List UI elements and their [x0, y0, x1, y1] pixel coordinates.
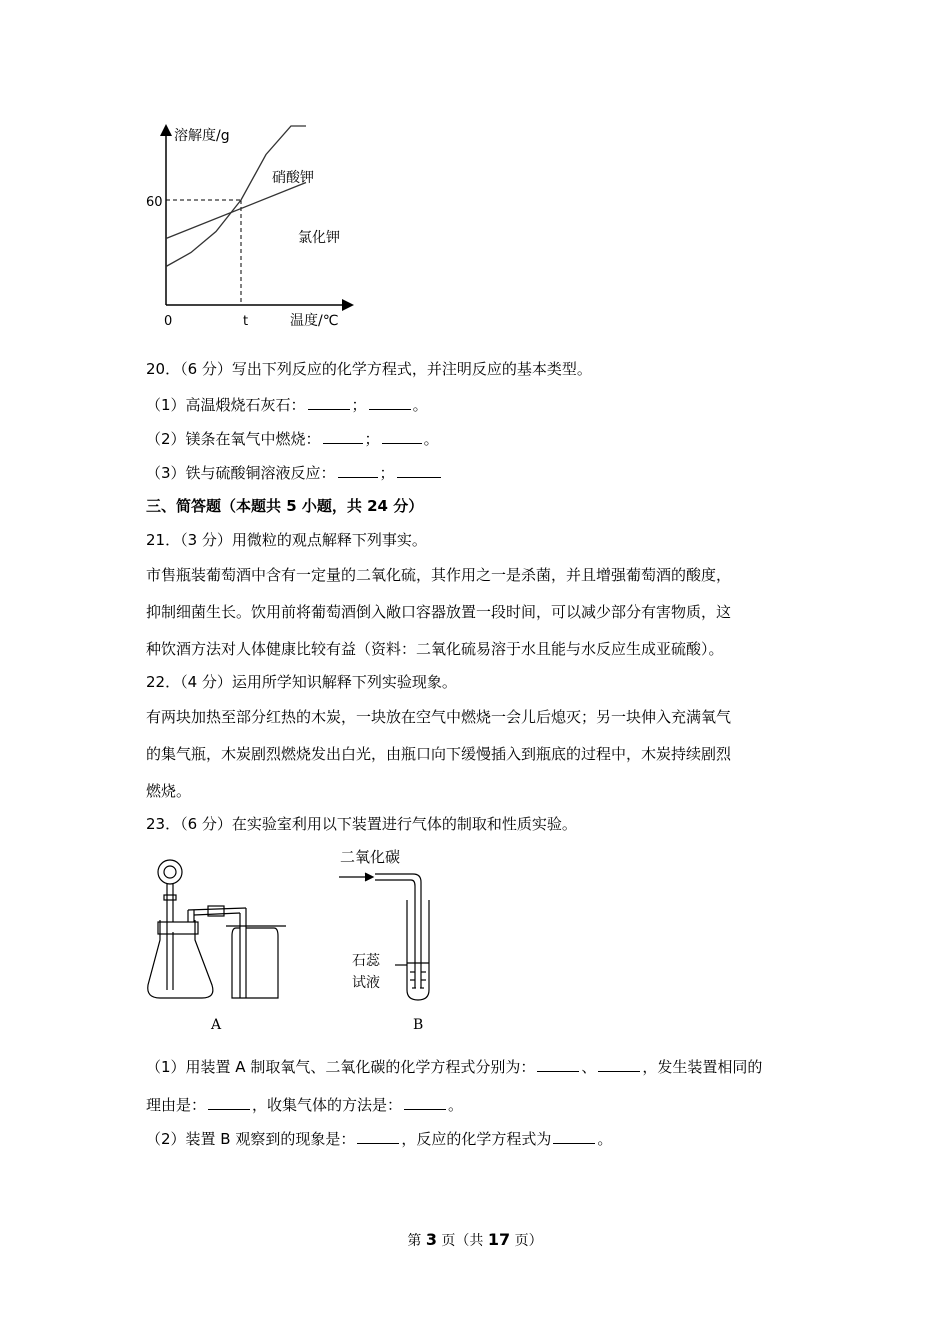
- separator: 、: [581, 1058, 597, 1076]
- answer-blank[interactable]: [208, 1093, 250, 1110]
- q21-text-line-1: 市售瓶装葡萄酒中含有一定量的二氧化硫，其作用之一是杀菌，并且增强葡萄酒的酸度，: [146, 566, 732, 584]
- q21-text-line-3: 种饮酒方法对人体健康比较有益（资料：二氧化硫易溶于水且能与水反应生成亚硫酸）。: [146, 640, 724, 658]
- page-number: 3: [425, 1230, 437, 1249]
- q20-part1-text: （1）高温煅烧石灰石：: [146, 396, 306, 414]
- q23-part2-text-a: （2）装置 B 观察到的现象是：: [146, 1130, 356, 1148]
- q22-title: 22．（4 分）运用所学知识解释下列实验现象。: [146, 673, 457, 691]
- q23-part1-text-c: 理由是：: [146, 1096, 207, 1114]
- answer-blank[interactable]: [537, 1055, 579, 1072]
- answer-blank[interactable]: [308, 393, 350, 410]
- apparatus-b-litmus-label-2: 试液: [352, 975, 380, 991]
- series-kno3-line: [166, 126, 306, 267]
- origin-label: 0: [164, 314, 173, 329]
- solubility-chart: [140, 120, 370, 335]
- q22-text-line-2: 的集气瓶，木炭剧烈燃烧发出白光，由瓶口向下缓慢插入到瓶底的过程中，木炭持续剧烈: [146, 745, 732, 763]
- q20-part3: [146, 461, 443, 484]
- answer-blank[interactable]: [357, 1127, 399, 1144]
- q21-title: 21．（3 分）用微粒的观点解释下列事实。: [146, 531, 427, 549]
- answer-blank[interactable]: [369, 393, 411, 410]
- series-kno3-label: 硝酸钾: [272, 170, 314, 186]
- total-pages: 17: [487, 1230, 511, 1249]
- apparatus-b-litmus-label-1: 石蕊: [352, 953, 380, 969]
- period: 。: [448, 1096, 464, 1114]
- answer-blank[interactable]: [382, 427, 422, 444]
- series-kcl-line: [166, 183, 306, 239]
- section-3-heading: 三、简答题（本题共 5 小题，共 24 分）: [146, 497, 424, 515]
- q20-part3-text: （3）铁与硫酸铜溶液反应：: [146, 464, 336, 482]
- period: 。: [423, 430, 439, 448]
- footer-text: 页）: [510, 1233, 543, 1249]
- separator: ；: [351, 396, 367, 414]
- answer-blank[interactable]: [598, 1055, 640, 1072]
- apparatus-b-label: B: [413, 1017, 424, 1033]
- y-tick-60: 60: [146, 195, 163, 210]
- q23-part1-line2: [146, 1093, 463, 1116]
- q23-part1-text-b: ，发生装置相同的: [642, 1058, 763, 1076]
- q22-text-line-3: 燃烧。: [146, 782, 192, 800]
- apparatus-a-label: A: [211, 1017, 222, 1033]
- answer-blank[interactable]: [553, 1127, 595, 1144]
- footer-text: 第: [407, 1233, 426, 1249]
- answer-blank[interactable]: [323, 427, 363, 444]
- q20-part2: [146, 427, 439, 450]
- period: 。: [412, 396, 428, 414]
- series-kcl-label: 氯化钾: [298, 230, 340, 246]
- apparatus-b-gas-label: 二氧化碳: [340, 848, 401, 866]
- q23-part1-line1: [146, 1055, 762, 1078]
- answer-blank[interactable]: [404, 1093, 446, 1110]
- x-axis-label: 温度/℃: [290, 313, 339, 329]
- q20-part1: [146, 393, 428, 416]
- page-footer: [0, 1230, 950, 1250]
- q22-text-line-1: 有两块加热至部分红热的木炭，一块放在空气中燃烧一会儿后熄灭；另一块伸入充满氧气: [146, 708, 732, 726]
- q23-part2-text-b: ，反应的化学方程式为: [401, 1130, 552, 1148]
- answer-blank[interactable]: [397, 461, 441, 478]
- footer-text: 页（共: [436, 1233, 488, 1249]
- q23-title: 23．（6 分）在实验室利用以下装置进行气体的制取和性质实验。: [146, 815, 577, 833]
- y-axis-label: 溶解度/g: [174, 128, 230, 144]
- q23-part2: [146, 1127, 612, 1150]
- q23-part1-text-d: ，收集气体的方法是：: [252, 1096, 403, 1114]
- q20-part2-text: （2）镁条在氧气中燃烧：: [146, 430, 321, 448]
- q23-part1-text-a: （1）用装置 A 制取氧气、二氧化碳的化学方程式分别为：: [146, 1058, 536, 1076]
- q21-text-line-2: 抑制细菌生长。饮用前将葡萄酒倒入敞口容器放置一段时间，可以减少部分有害物质，这: [146, 603, 732, 621]
- q20-title: 20．（6 分）写出下列反应的化学方程式，并注明反应的基本类型。: [146, 360, 592, 378]
- separator: ；: [364, 430, 380, 448]
- period: 。: [597, 1130, 613, 1148]
- answer-blank[interactable]: [338, 461, 378, 478]
- apparatus-a-figure: [140, 850, 290, 1010]
- x-tick-t: t: [243, 314, 249, 329]
- separator: ；: [379, 464, 395, 482]
